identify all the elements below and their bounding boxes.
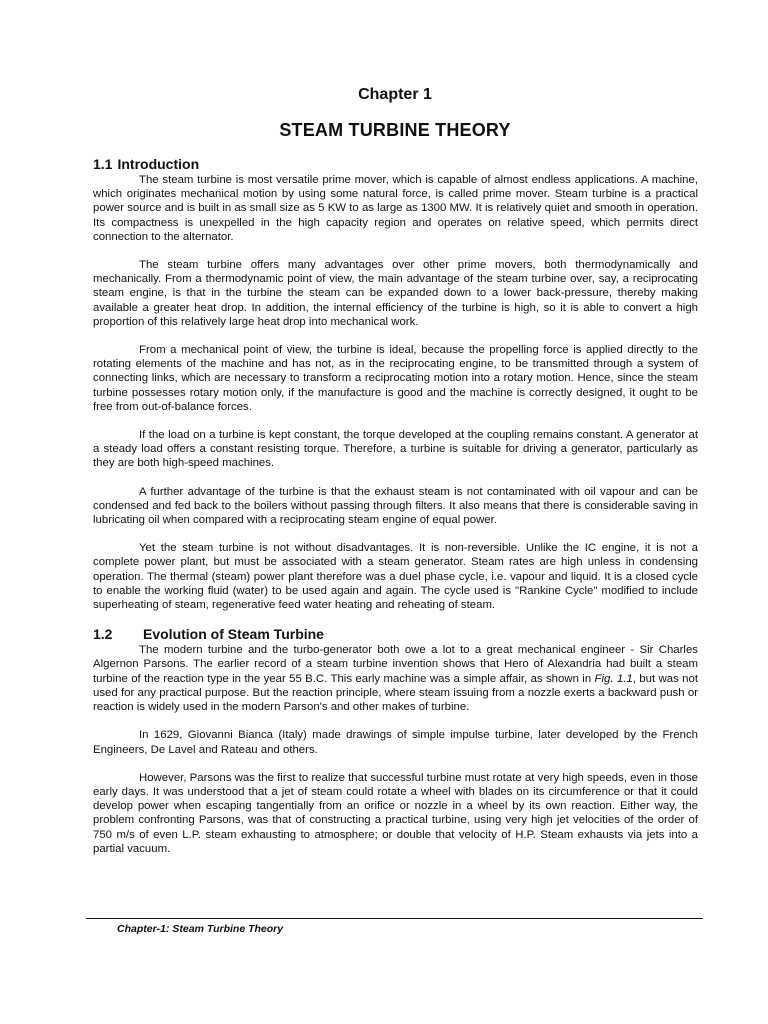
- footer-running-title: Chapter-1: Steam Turbine Theory: [117, 923, 284, 935]
- section-number: 1.1: [93, 156, 113, 172]
- section-number: 1.2: [93, 626, 113, 643]
- footer-divider: [86, 918, 703, 919]
- chapter-label: Chapter 1: [358, 86, 432, 103]
- section-heading-introduction: [93, 156, 698, 173]
- section-title: Introduction: [117, 156, 200, 172]
- paragraph-text: The modern turbine and the turbo-generator both owe a lot to a great mechanical engineer - Sir Charles Algernon Parsons. The earlier record of a steam turbine invention shows that Hero of Alexandria had built a steam turbine of the reaction type in the year 55 B.C. This early machine was a simple affair, as shown in: [93, 644, 698, 685]
- paragraph: From a mechanical point of view, the turbine is ideal, because the propelling force is applied directly to the rotating elements of the machine and has not, as in the reciprocating engine, to be transmitted through a system of connecting links, which are necessary to transform a reciprocating motion into a rotary motion. Hence, since the steam turbine possesses rotary motion only, if the manufacture is good and the machine is correctly designed, it ought to be free from out-of-balance forces.: [93, 344, 698, 413]
- paragraph: If the load on a turbine is kept constant, the torque developed at the coupling remains constant. A generator at a steady load offers a constant resisting torque. Therefore, a turbine is suitable for driving a generator, particularly as they are both high-speed machines.: [93, 429, 698, 470]
- paragraph: In 1629, Giovanni Bianca (Italy) made drawings of simple impulse turbine, later developed by the French Engineers, De Lavel and Rateau and others.: [93, 729, 698, 756]
- paragraph: However, Parsons was the first to realize that successful turbine must rotate at very high speeds, even in those early days. It was understood that a jet of steam could rotate a wheel with blades on its circumference or that it could develop power when escaping tangentially from an orifice or nozzle in a wheel by its own reaction. Either way, the problem confronting Parsons, was that of constructing a practical turbine, using very high jet velocities of the order of 750 m/s of even L.P. steam exhausting to atmosphere; or double that velocity of H.P. Steam exhausts via jets into a partial vacuum.: [93, 771, 698, 855]
- paragraph: A further advantage of the turbine is that the exhaust steam is not contaminated with oil vapour and can be condensed and fed back to the boilers without passing through filters. It also means that there is considerable saving in lubricating oil when compared with a reciprocating steam engine of equal power.: [93, 485, 698, 527]
- section-heading-evolution: [93, 626, 698, 643]
- chapter-title: STEAM TURBINE THEORY: [279, 120, 511, 140]
- paragraph-text: , but was not used for any practical purpose. But the reaction principle, where steam issuing from a nozzle exerts a backward push or reaction is widely used in the modern Parson's and other makes of turbine.: [93, 672, 698, 714]
- paragraph: The steam turbine offers many advantages over other prime movers, both thermodynamically and mechanically. From a thermodynamic point of view, the main advantage of the steam turbine over, say, a reciprocating steam engine, is that in the turbine the steam can be expanded down to a lower back-pressure, thereby making available a greater heat drop. In addition, the internal efficiency of the turbine is high, so it is able to convert a high proportion of this relatively large heat drop into mechanical work.: [93, 259, 698, 328]
- figure-reference: Fig. 1.1: [594, 672, 633, 685]
- section-title: Evolution of Steam Turbine: [143, 626, 324, 643]
- paragraph: The steam turbine is most versatile prime mover, which is capable of almost endless applications. A machine, which originates mechanical motion by using some natural force, is called prime mover. Steam turbine is a practical power source and is built in as small size as 5 KW to as large as 1300 MW. It is relatively quiet and smooth in operation. Its compactness is unexpelled in the high capacity region and operates on relative speed, which permits direct connection to the alternator.: [93, 174, 698, 243]
- body-content: [93, 156, 698, 870]
- paragraph: Yet the steam turbine is not without disadvantages. It is non-reversible. Unlike the IC engine, it is not a complete power plant, but must be associated with a steam generator. Steam rates are high unless in condensing operation. The thermal (steam) power plant therefore was a duel phase cycle, i.e. vapour and liquid. It is a closed cycle to enable the working fluid (water) to be used again and again. The cycle used is "Rankine Cycle" modified to include superheating of steam, regenerative feed water heating and reheating of steam.: [93, 542, 698, 612]
- paragraph: [93, 643, 698, 714]
